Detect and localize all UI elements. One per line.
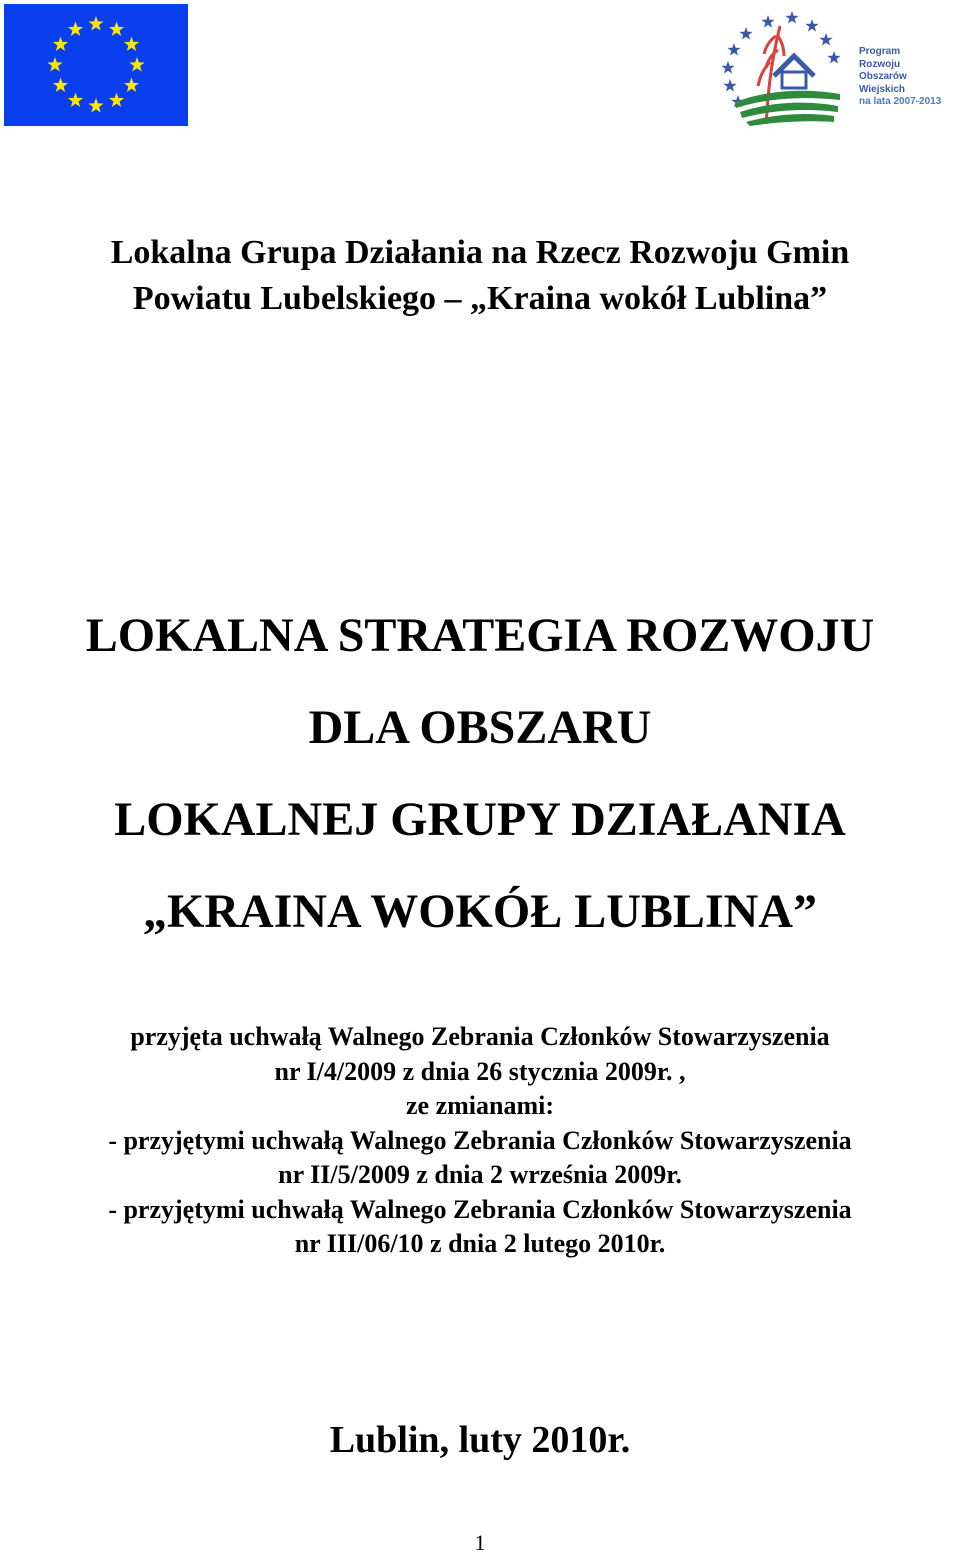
title-line-4: „KRAINA WOKÓŁ LUBLINA”	[143, 885, 817, 938]
page-number: 1	[474, 1530, 486, 1555]
eu-flag-icon	[4, 4, 188, 126]
prow-text-line: Rozwoju	[859, 58, 901, 70]
prow-star-icon	[805, 19, 818, 32]
title-line-3: LOKALNEJ GRUPY DZIAŁANIA	[114, 793, 846, 846]
prow-text-line: Program	[859, 46, 901, 57]
adoption-line-2: nr I/4/2009 z dnia 26 stycznia 2009r. ,	[274, 1056, 686, 1086]
adoption-line-1: przyjęta uchwałą Walnego Zebrania Członków Stowarzyszenia	[130, 1022, 830, 1051]
title-line-1: LOKALNA STRATEGIA ROZWOJU	[85, 609, 875, 662]
organization-name-line-2: Powiatu Lubelskiego – „Kraina wokół Lublina”	[132, 280, 828, 317]
prow-star-icon	[721, 61, 734, 74]
document-title	[0, 590, 960, 958]
organization-name	[0, 230, 960, 322]
prow-star-icon	[727, 43, 740, 56]
prow-logo-icon	[716, 6, 856, 128]
prow-logo	[716, 6, 942, 128]
prow-text-years: na lata 2007-2013	[859, 96, 942, 107]
prow-star-icon	[819, 33, 832, 46]
adoption-statement	[0, 1020, 960, 1262]
adoption-line-4: - przyjętymi uchwałą Walnego Zebrania Członków Stowarzyszenia	[108, 1125, 852, 1155]
adoption-line-5: nr II/5/2009 z dnia 2 września 2009r.	[278, 1160, 682, 1189]
prow-star-icon	[739, 27, 752, 40]
prow-logo-text	[859, 46, 941, 109]
adoption-line-6: - przyjętymi uchwałą Walnego Zebrania Członków Stowarzyszenia	[108, 1194, 852, 1224]
prow-star-icon	[827, 51, 840, 64]
adoption-line-7: nr III/06/10 z dnia 2 lutego 2010r.	[294, 1229, 666, 1258]
prow-star-icon	[761, 15, 774, 28]
prow-star-icon	[723, 79, 736, 92]
adoption-line-3: ze zmianami:	[405, 1091, 554, 1120]
organization-name-line-1: Lokalna Grupa Działania na Rzecz Rozwoju Gmin	[110, 234, 850, 271]
prow-text-line: Wiejskich	[859, 83, 906, 95]
prow-text-line: Obszarów	[859, 71, 907, 82]
place-date: Lublin, luty 2010r.	[329, 1419, 631, 1461]
title-line-2: DLA OBSZARU	[308, 701, 652, 754]
prow-star-icon	[785, 11, 798, 24]
